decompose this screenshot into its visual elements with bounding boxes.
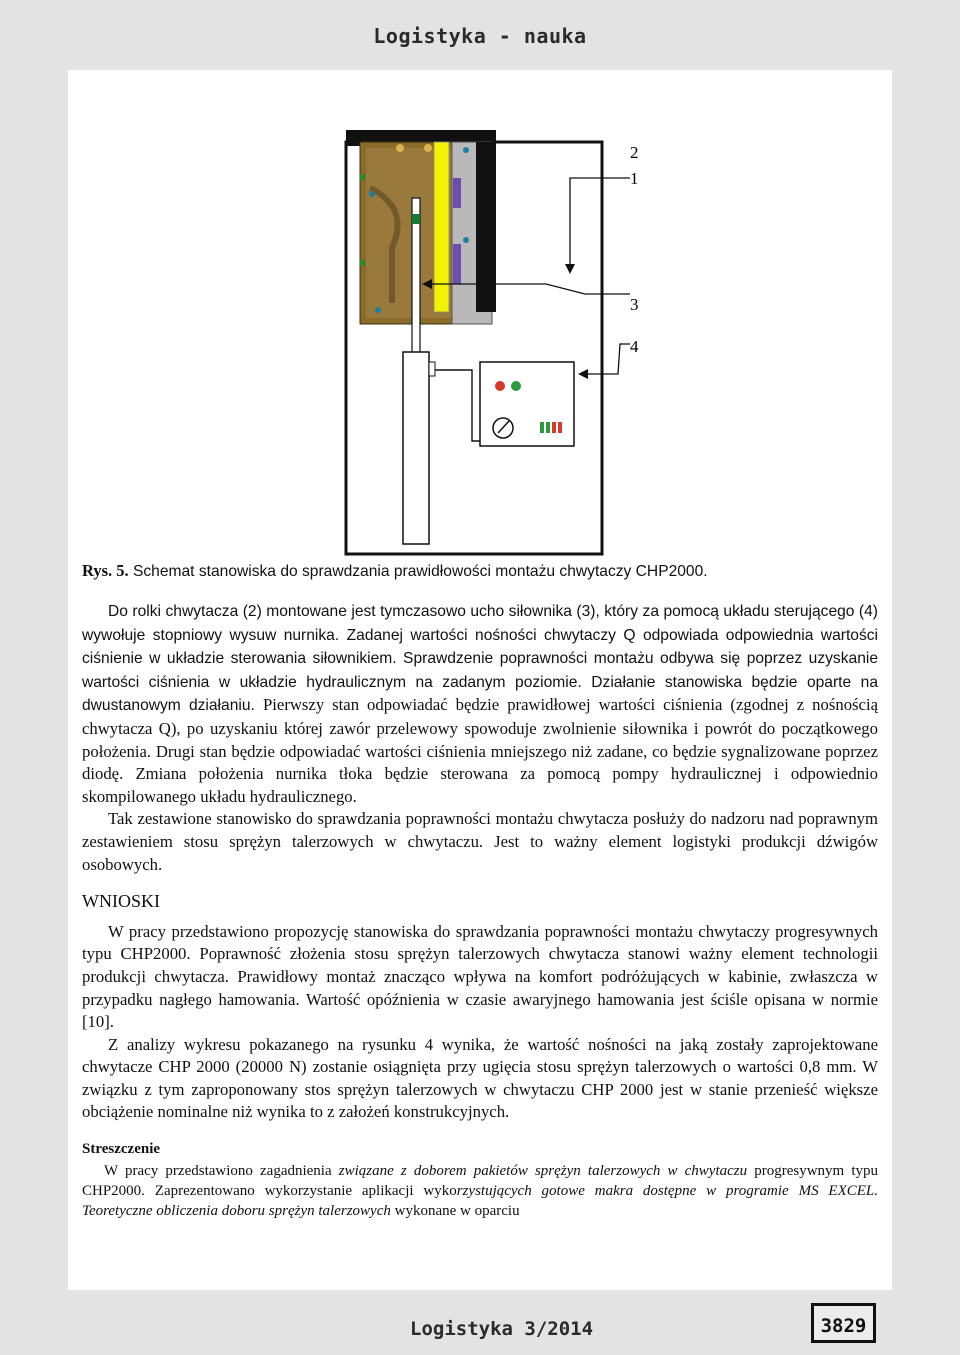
abstract-title: Streszczenie	[82, 1141, 161, 1158]
hydraulic-cylinder	[403, 352, 429, 544]
abstract-part-2: związane z doborem pakietów sprężyn talerzowych w chwytaczu	[338, 1162, 748, 1179]
leader-line-4	[586, 344, 630, 374]
p1-part-a: Do rolki chwytacza (2) montowane jest tymczasowo ucho siłownika (3), który za pomocą układu sterującego (4) wywołuje stopniowy wysuw nurnika.	[82, 603, 878, 644]
black-plate	[476, 142, 496, 312]
figure-label-3: 3	[630, 295, 639, 314]
caption-text: Schemat stanowiska do sprawdzania prawidłowości montażu chwytaczy CHP2000.	[128, 563, 708, 580]
figure-label-1: 1	[630, 169, 639, 188]
test-stand-diagram	[300, 118, 660, 558]
abstract-part-5: wykonane w oparciu	[390, 1202, 520, 1219]
red-led	[495, 381, 505, 391]
conclusions-heading: WNIOSKI	[82, 891, 160, 912]
page-number: 3829	[811, 1303, 876, 1343]
footer-journal: Logistyka 3/2014	[410, 1318, 594, 1340]
figure-label-4: 4	[630, 337, 639, 356]
figure-label-2: 2	[630, 143, 639, 162]
leader-line-1	[570, 178, 630, 266]
abstract-part-4: rzystujących gotowe makra dostępne w programie MS EXCEL. Teoretyczne obliczenia doboru sprężyn talerzowych	[82, 1182, 878, 1219]
paragraph-2: Tak zestawione stanowisko do sprawdzania poprawności montażu chwytacza posłuży do nadzoru nad poprawnym zestawieniem stosu sprężyn talerzowych w chwytaczu. Jest to ważny element logistyki produkcji dźwigów osobowych.	[82, 809, 878, 874]
conclusions-paragraph-1: W pracy przedstawiono propozycję stanowiska do sprawdzania poprawności montażu chwytaczy progresywnych typu CHP2000. Poprawność złożenia stosu sprężyn talerzowych chwytacza stanowi ważny element technologii produkcji chwytacza. Prawidłowy montaż znacząco wpływa na komfort podróżujących w kabinie, zwłaszcza w przypadku nagłego hamowania. Wartość opóźnienia w czasie awaryjnego hamowania jest ściśle opisana w normie [10].	[82, 921, 878, 1032]
article-body	[82, 600, 878, 1221]
p1-part-c: Pierwszy stan odpowiadać będzie prawidłowej wartości ciśnienia (zgodnej z nośnością chwytacza Q), po uzyskaniu której zawór przelewowy spowoduje zwolnienie siłownika i powrót do początkowego położenia. Drugi stan będzie odpowiadać wartości ciśnienia mniejszego niż zadane, co będzie sygnalizowane poprzez diodę. Zmiana położenia nurnika tłoka będzie sterowana za pomocą pompy hydraulicznej i odpowiednio skompilowanego układu hydraulicznego.	[82, 695, 878, 806]
p1-part-b: Zadanej wartości nośności chwytaczy Q odpowiada odpowiednia wartości ciśnienie w układzie sterowania siłownikiem. Sprawdzenie poprawności montażu odbywa się poprzez uzyskanie wartości ciśnienia w układzie hydraulicznym na zadanym poziomie. Działanie stanowiska będzie oparte na dwustanowym działaniu.	[82, 626, 879, 715]
caption-label: Rys. 5.	[82, 561, 129, 580]
running-header: Logistyka - nauka	[373, 24, 587, 48]
abstract-part-1: W pracy przedstawiono zagadnienia	[104, 1162, 339, 1179]
conclusions-paragraph-2: Z analizy wykresu pokazanego na rysunku 4 wynika, że wartość nośności na jaką zostały zaprojektowane chwytacze CHP 2000 (20000 N) zostanie osiągnięta przy ugięcia stosu sprężyn talerzowych o wartości 0,8 mm. W związku z tym zaproponowany stos sprężyn talerzowych w chwytaczu CHP 2000 jest w stanie przenieść większe obciążenie nominalne niż wynika to z założeń konstrukcyjnych.	[82, 1034, 878, 1122]
yellow-rail	[434, 142, 449, 312]
green-led	[511, 381, 521, 391]
paragraph-1	[82, 600, 878, 808]
figure-caption	[82, 561, 882, 581]
abstract-text	[82, 1161, 878, 1221]
abstract-part-3: progresywnym typu CHP2000. Zaprezentowano wykorzystanie aplikacji wyko	[82, 1162, 879, 1199]
